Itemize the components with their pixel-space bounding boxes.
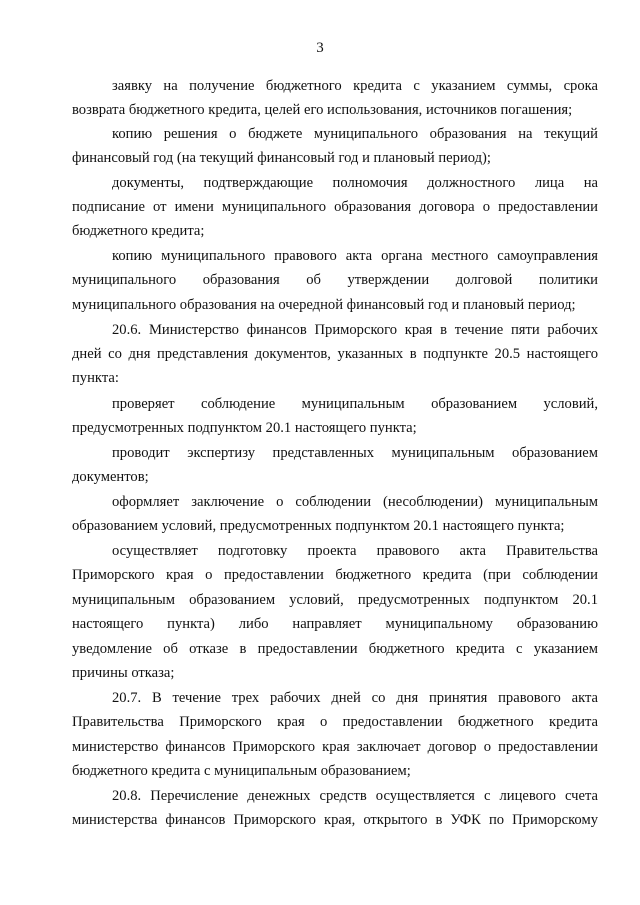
text-line: Правительства Приморского края о предоставлении бюджетного кредита	[72, 714, 598, 730]
text-line: документов;	[72, 469, 149, 485]
text-line: муниципальным образованием условий, предусмотренных подпунктом 20.1	[72, 592, 598, 608]
text-line: документы, подтверждающие полномочия должностного лица на	[112, 175, 598, 191]
text-line: дней со дня представления документов, указанных в подпункте 20.5 настоящего	[72, 346, 598, 362]
text-line: пункта:	[72, 370, 119, 386]
page-number: 3	[316, 40, 324, 56]
text-line: муниципального образования об утверждении долговой политики	[72, 272, 598, 288]
text-line: уведомление об отказе в предоставлении бюджетного кредита с указанием	[72, 641, 598, 657]
text-line: Приморского края о предоставлении бюджетного кредита (при соблюдении	[72, 567, 598, 583]
text-line: настоящего пункта) либо направляет муниципальному образованию	[72, 616, 598, 632]
text-line: 20.6. Министерство финансов Приморского края в течение пяти рабочих	[112, 322, 598, 338]
text-line: 20.7. В течение трех рабочих дней со дня принятия правового акта	[112, 690, 598, 706]
text-line: министерство финансов Приморского края заключает договор о предоставлении	[72, 739, 598, 755]
text-line: оформляет заключение о соблюдении (несоблюдении) муниципальным	[112, 494, 598, 510]
text-line: министерства финансов Приморского края, открытого в УФК по Приморскому	[72, 812, 598, 828]
text-line: подписание от имени муниципального образования договора о предоставлении	[72, 199, 598, 215]
text-line: проводит экспертизу представленных муниципальным образованием	[112, 445, 598, 461]
text-line: причины отказа;	[72, 665, 175, 681]
text-line: финансовый год (на текущий финансовый год и плановый период);	[72, 150, 491, 166]
text-line: заявку на получение бюджетного кредита с указанием суммы, срока	[112, 78, 598, 94]
text-line: предусмотренных подпунктом 20.1 настоящего пункта;	[72, 420, 417, 436]
text-line: проверяет соблюдение муниципальным образованием условий,	[112, 396, 598, 412]
text-line: копию решения о бюджете муниципального образования на текущий	[112, 126, 598, 142]
text-line: копию муниципального правового акта органа местного самоуправления	[112, 248, 598, 264]
text-line: осуществляет подготовку проекта правового акта Правительства	[112, 543, 598, 559]
text-line: 20.8. Перечисление денежных средств осуществляется с лицевого счета	[112, 788, 598, 804]
text-line: бюджетного кредита с муниципальным образованием;	[72, 763, 411, 779]
text-line: возврата бюджетного кредита, целей его использования, источников погашения;	[72, 102, 573, 118]
text-line: бюджетного кредита;	[72, 223, 205, 239]
text-line: образованием условий, предусмотренных подпунктом 20.1 настоящего пункта;	[72, 518, 565, 534]
text-line: муниципального образования на очередной финансовый год и плановый период;	[72, 297, 576, 313]
